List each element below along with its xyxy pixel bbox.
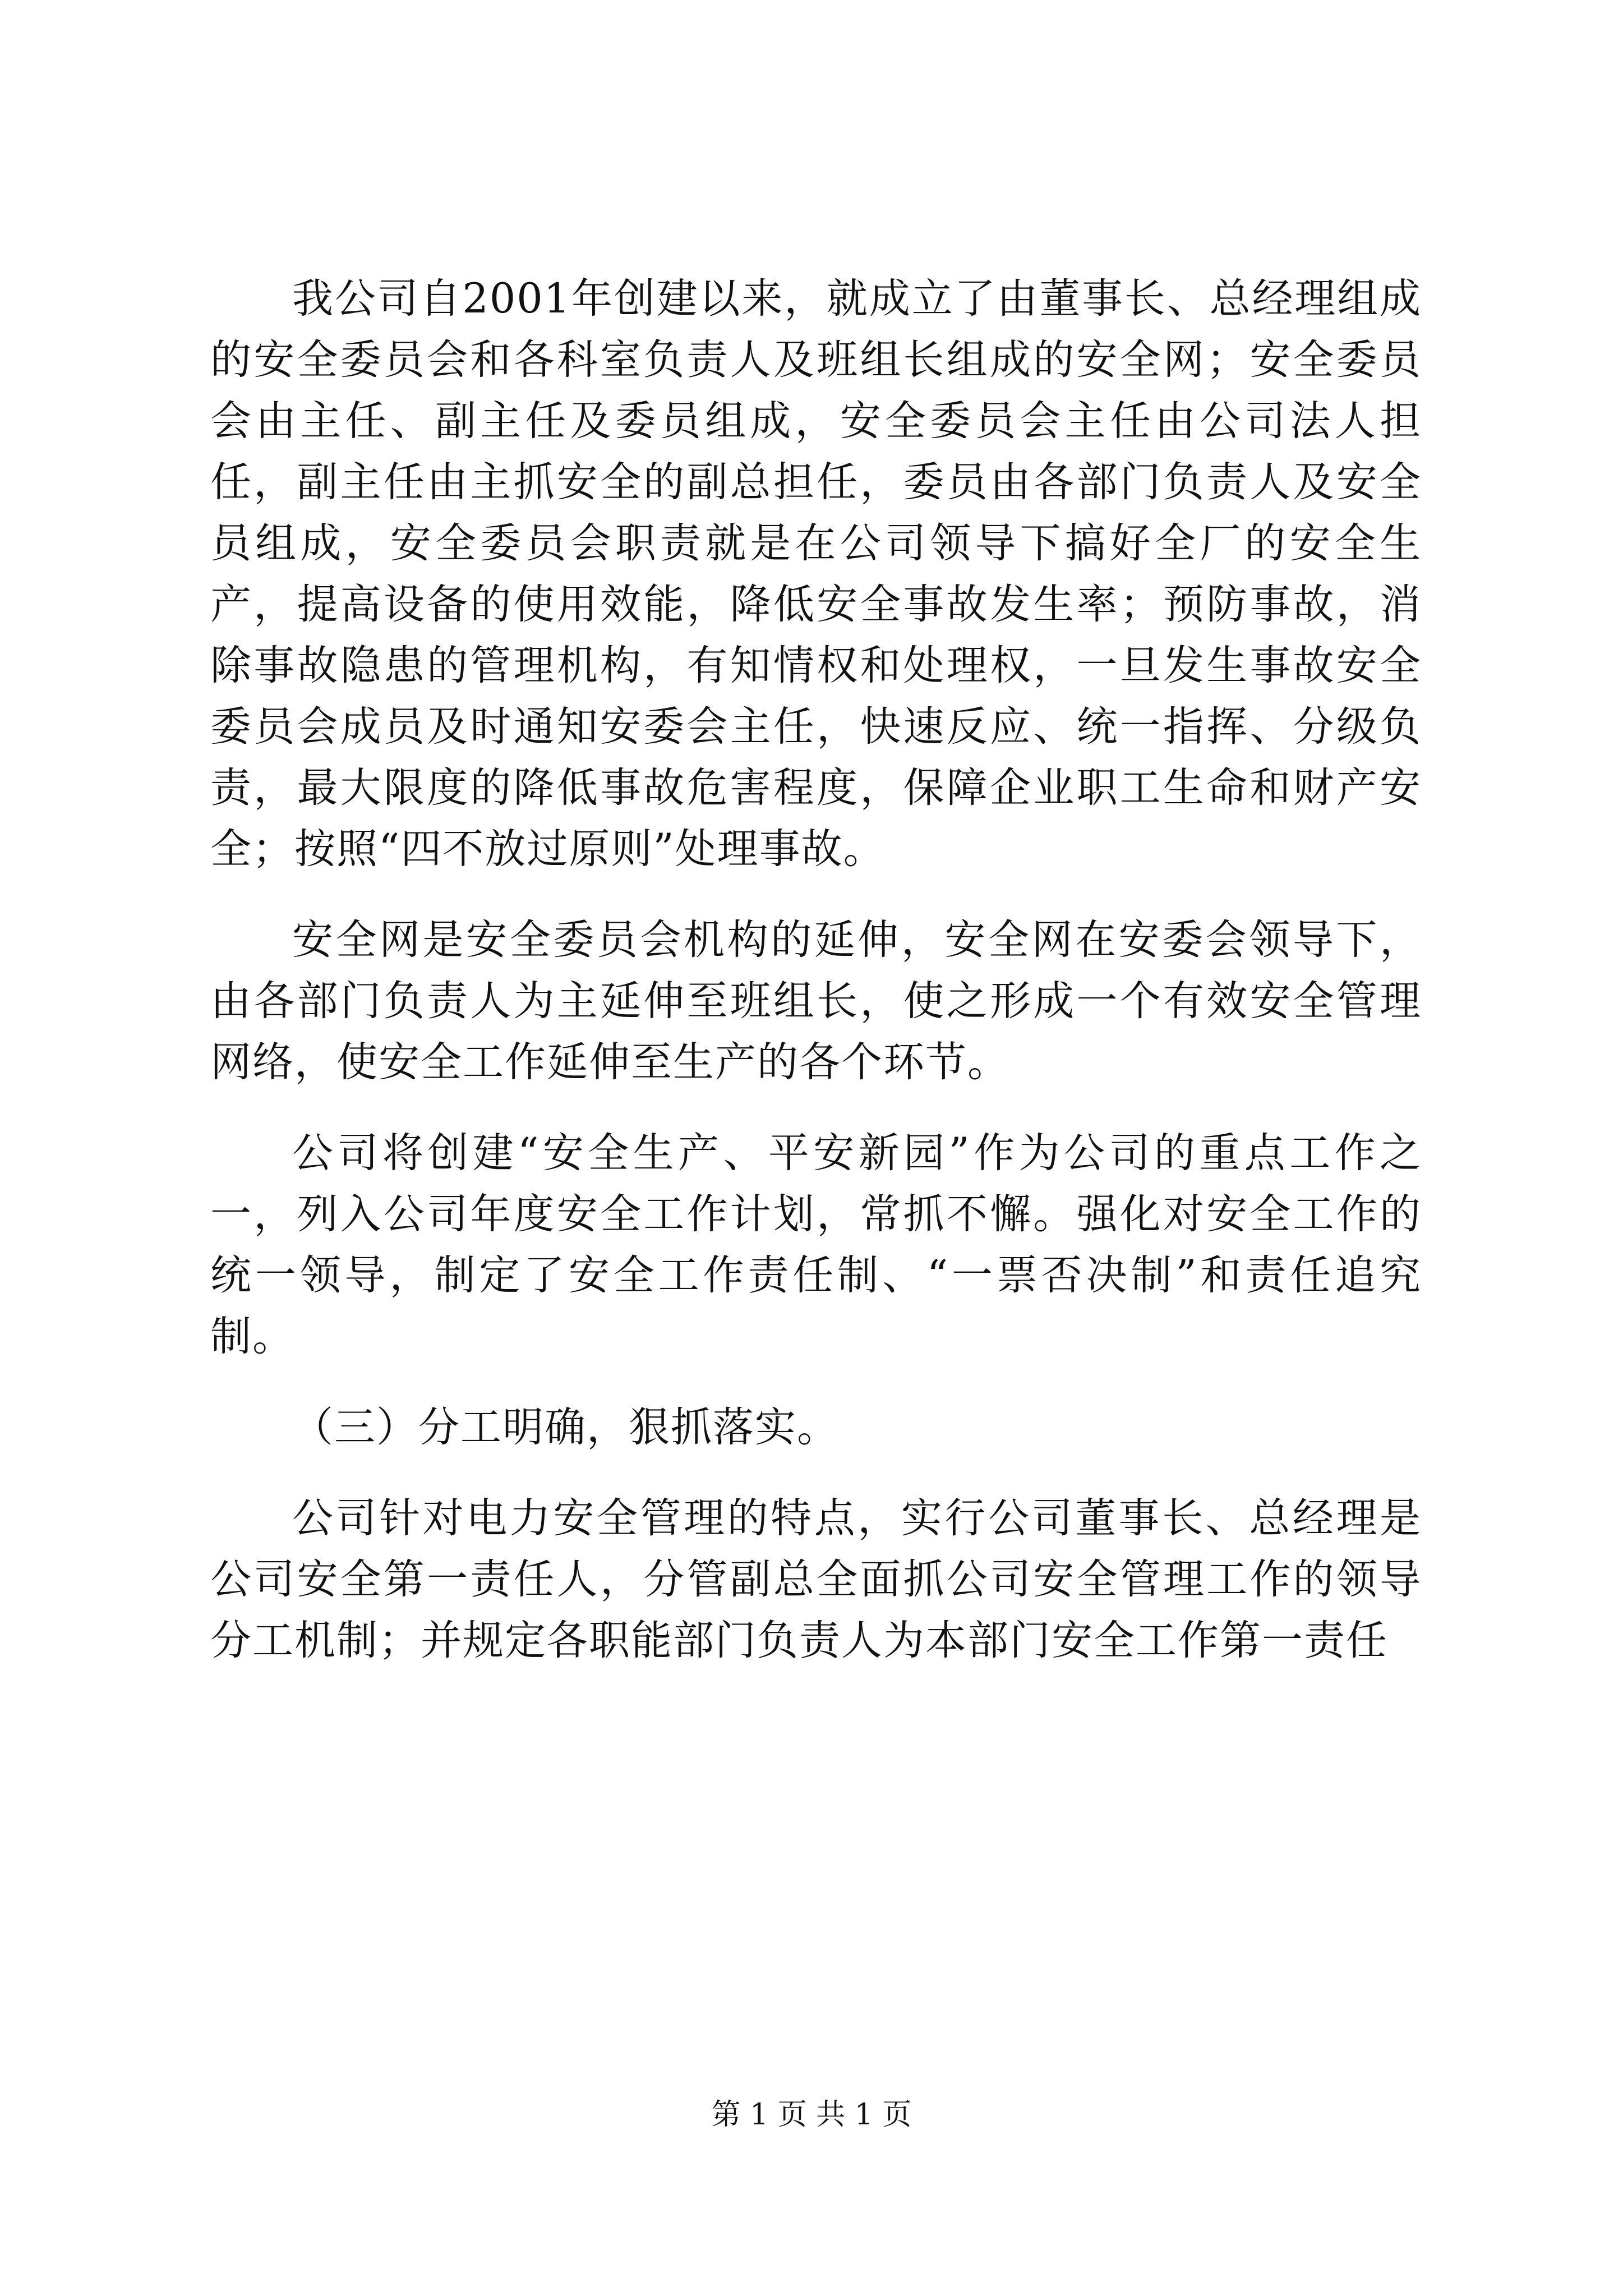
paragraph-5: 公司针对电力安全管理的特点，实行公司董事长、总经理是公司安全第一责任人，分管副总全面抓公司安全管理工作的领导分工机制；并规定各职能部门负责人为本部门安全工作第一责任	[210, 1494, 1422, 1664]
paragraph-2: 安全网是安全委员会机构的延伸，安全网在安委会领导下，由各部门负责人为主延伸至班组长，使之形成一个有效安全管理网络，使安全工作延伸至生产的各个环节。	[210, 916, 1422, 1086]
document-body	[210, 268, 1422, 1701]
paragraph-3: 公司将创建“安全生产、平安新园”作为公司的重点工作之一，列入公司年度安全工作计划，常抓不懈。强化对安全工作的统一领导，制定了安全工作责任制、“一票否决制”和责任追究制。	[210, 1129, 1422, 1360]
paragraph-1: 我公司自2001年创建以来，就成立了由董事长、总经理组成的安全委员会和各科室负责人及班组长组成的安全网；安全委员会由主任、副主任及委员组成，安全委员会主任由公司法人担任，副主任由主抓安全的副总担任，委员由各部门负责人及安全员组成，安全委员会职责就是在公司领导下搞好全厂的安全生产，提高设备的使用效能，降低安全事故发生率；预防事故，消除事故隐患的管理机构，有知情权和处理权，一旦发生事故安全委员会成员及时通知安委会主任，快速反应、统一指挥、分级负责，最大限度的降低事故危害程度，保障企业职工生命和财产安全；按照“四不放过原则”处理事故。	[210, 275, 1422, 873]
page-footer: 第 1 页 共 1 页	[711, 2098, 912, 2132]
section-heading: （三）分工明确，狠抓落实。	[292, 1404, 839, 1451]
